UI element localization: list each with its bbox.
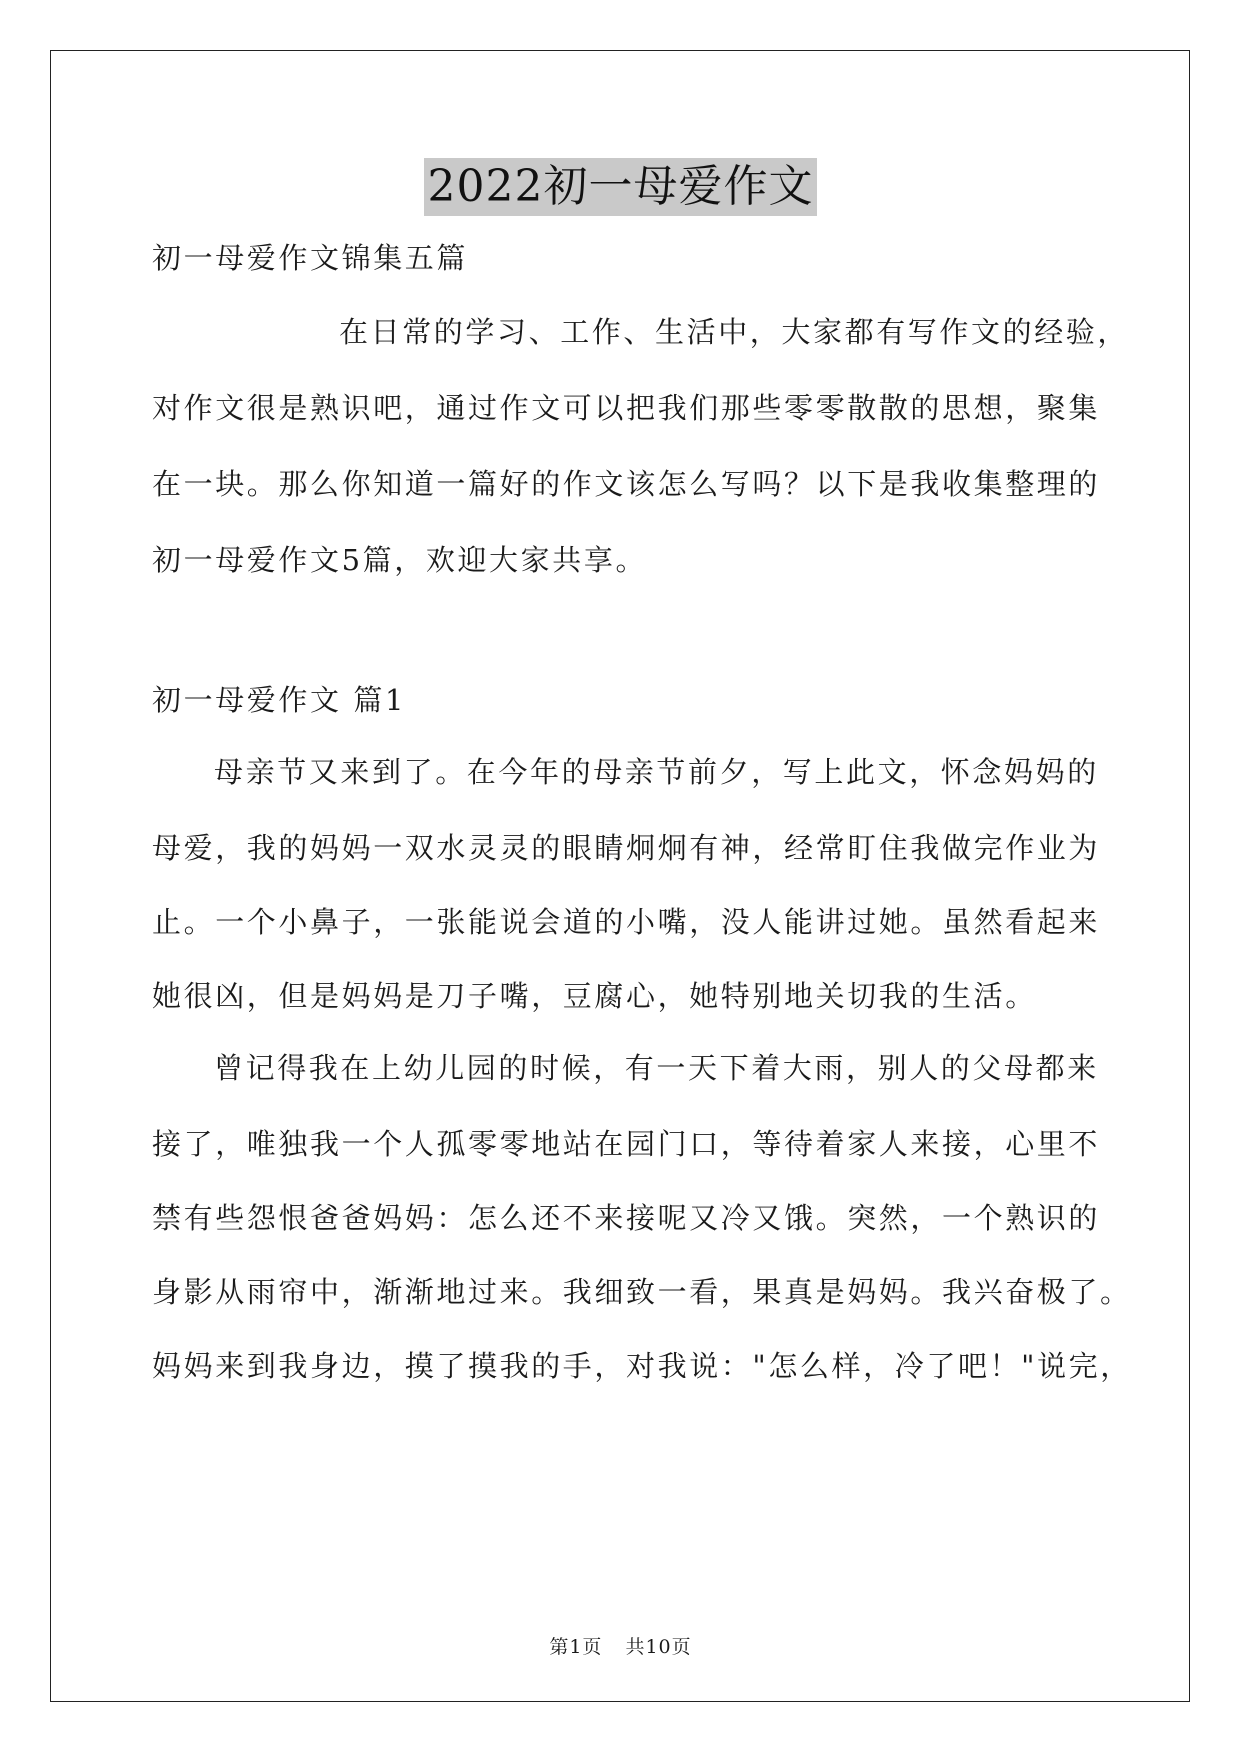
para2-line-5: 妈妈来到我身边，摸了摸我的手，对我说："怎么样，冷了吧！"说完， bbox=[152, 1349, 1132, 1383]
para2-line-2: 接了，唯独我一个人孤零零地站在园门口，等待着家人来接，心里不 bbox=[152, 1127, 1101, 1161]
para1-line-1: 母亲节又来到了。在今年的母亲节前夕，写上此文，怀念妈妈的 bbox=[214, 755, 1099, 789]
document-subtitle: 初一母爱作文锦集五篇 bbox=[152, 241, 469, 275]
section-heading: 初一母爱作文 篇1 bbox=[152, 683, 407, 717]
page-footer bbox=[0, 1632, 1241, 1659]
para2-line-1: 曾记得我在上幼儿园的时候，有一天下着大雨，别人的父母都来 bbox=[214, 1051, 1099, 1085]
para2-line-4: 身影从雨帘中，渐渐地过来。我细致一看，果真是妈妈。我兴奋极了。 bbox=[152, 1275, 1132, 1309]
title-container bbox=[0, 158, 1241, 216]
intro-line-3: 在一块。那么你知道一篇好的作文该怎么写吗？以下是我收集整理的 bbox=[152, 467, 1101, 501]
para1-line-3: 止。一个小鼻子，一张能说会道的小嘴，没人能讲过她。虽然看起来 bbox=[152, 905, 1101, 939]
page-number: 第1页 bbox=[549, 1636, 603, 1658]
para1-line-4: 她很凶，但是妈妈是刀子嘴，豆腐心，她特别地关切我的生活。 bbox=[152, 979, 1037, 1013]
intro-line-2: 对作文很是熟识吧，通过作文可以把我们那些零零散散的思想，聚集 bbox=[152, 391, 1101, 425]
intro-line-1: 在日常的学习、工作、生活中，大家都有写作文的经验， bbox=[339, 315, 1130, 349]
page-border bbox=[50, 50, 1190, 1702]
intro-line-4: 初一母爱作文5篇，欢迎大家共享。 bbox=[152, 543, 648, 577]
document-title: 2022初一母爱作文 bbox=[424, 158, 818, 216]
para2-line-3: 禁有些怨恨爸爸妈妈：怎么还不来接呢又冷又饿。突然，一个熟识的 bbox=[152, 1201, 1101, 1235]
para1-line-2: 母爱，我的妈妈一双水灵灵的眼睛炯炯有神，经常盯住我做完作业为 bbox=[152, 831, 1101, 865]
page-total: 共10页 bbox=[625, 1636, 692, 1658]
